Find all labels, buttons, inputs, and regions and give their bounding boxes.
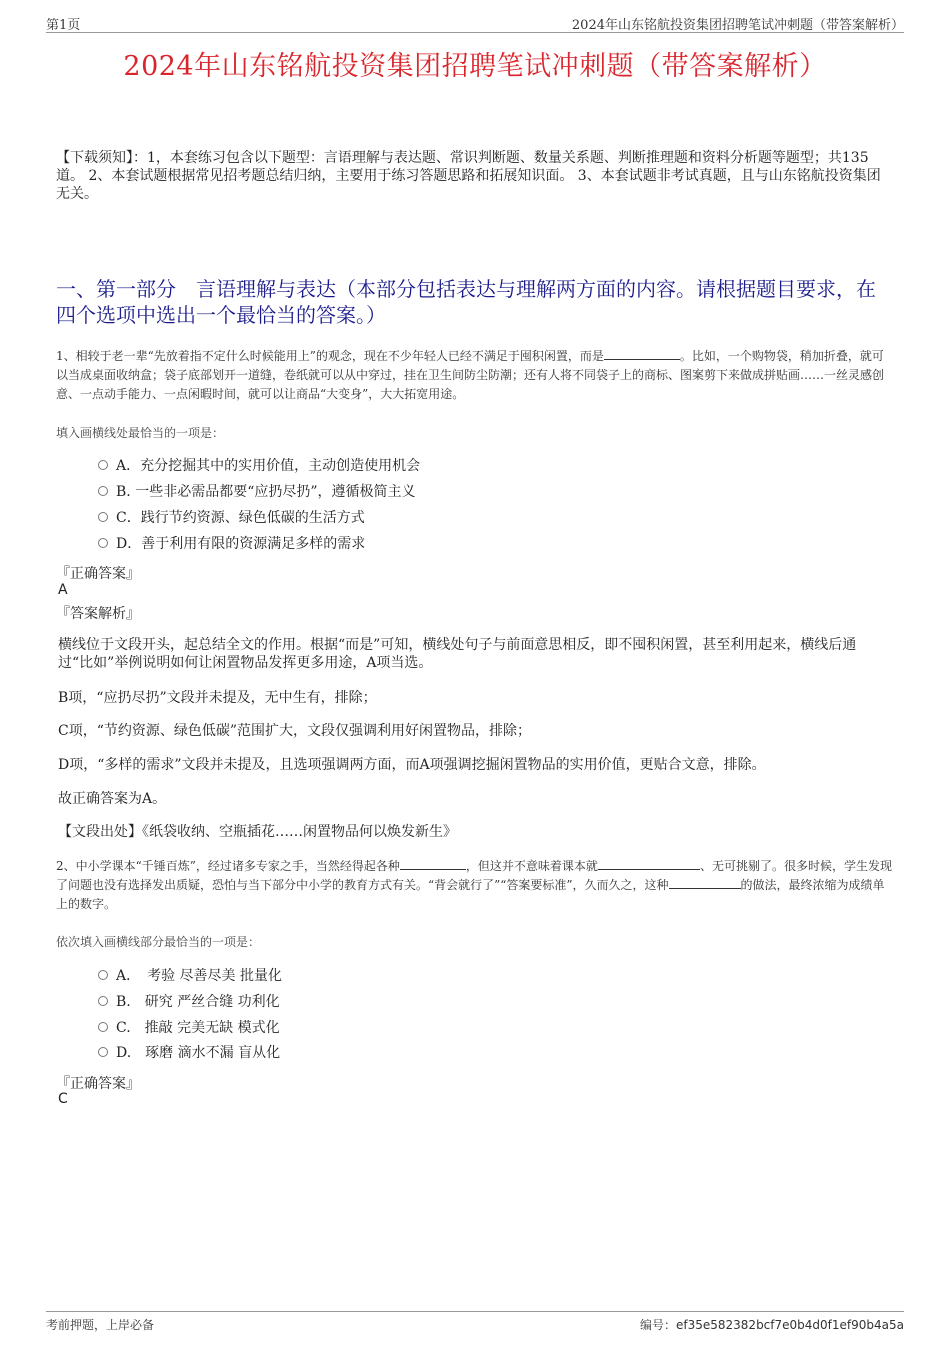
page-number: 第1页	[46, 18, 81, 33]
question-2-prompt: 依次填入画横线部分最恰当的一项是：	[56, 935, 261, 949]
question-1-stem: 1、相较于老一辈“先放着指不定什么时候能用上”的观念，现在不少年轻人已经不满足于囤积闲置，而是 。比如，一个购物袋，稍加折叠，就可以当成桌面收纳盒；袋子底部划开一道缝，卷纸就可以从中穿过，挂在卫生间防尘防潮；还有人将不同袋子上的商标、图案剪下来做成拼贴画……一丝灵感创意、一点动手能力、一点闲暇时间，就可以让商品“大变身”，大大拓宽用途。	[56, 349, 885, 401]
question-1-option-c[interactable]: C．践行节约资源、绿色低碳的生活方式	[98, 508, 365, 528]
question-2-option-c[interactable]: C. 推敲 完美无缺 模式化	[98, 1018, 280, 1038]
footer-slogan: 考前押题，上岸必备	[46, 1318, 155, 1332]
question-2-option-b[interactable]: B. 研究 严丝合缝 功利化	[98, 992, 280, 1012]
fill-blank	[400, 857, 466, 870]
analysis-paragraph: B项，“应扔尽扔”文段并未提及，无中生有，排除；	[58, 690, 377, 706]
fill-blank	[598, 857, 700, 870]
header-doc-title: 2024年山东铭航投资集团招聘笔试冲刺题（带答案解析）	[571, 18, 904, 33]
question-1-answer: A	[58, 582, 68, 598]
analysis-paragraph: C项，“节约资源、绿色低碳”范围扩大，文段仅强调利用好闲置物品，排除；	[58, 723, 532, 739]
question-1-option-b[interactable]: B. 一些非必需品都要“应扔尽扔”，遵循极简主义	[98, 482, 416, 502]
radio-icon[interactable]	[98, 1047, 108, 1057]
page-header	[46, 14, 904, 33]
fill-blank	[604, 347, 680, 360]
section-heading: 一、第一部分 言语理解与表达（本部分包括表达与理解两方面的内容。请根据题目要求，在四个选项中选出一个最恰当的答案。）	[56, 277, 876, 327]
download-notice: 【下载须知】：1，本套练习包含以下题型：言语理解与表达题、常识判断题、数量关系题、判断推理题和资料分析题等题型；共135道。 2、本套试题根据常见招考题总结归纳，主要用于练习答题思路和拓展知识面。 3、本套试题非考试真题，且与山东铭航投资集团无关。	[56, 150, 881, 202]
radio-icon[interactable]	[98, 970, 108, 980]
radio-icon[interactable]	[98, 996, 108, 1006]
question-1-option-d[interactable]: D．善于利用有限的资源满足多样的需求	[98, 534, 365, 554]
answer-label: 『正确答案』	[56, 1076, 140, 1092]
radio-icon[interactable]	[98, 1022, 108, 1032]
page-footer	[46, 1311, 904, 1334]
radio-icon[interactable]	[98, 460, 108, 470]
source-citation: 【文段出处】《纸袋收纳、空瓶插花……闲置物品何以焕发新生》	[58, 824, 457, 840]
page-title: 2024年山东铭航投资集团招聘笔试冲刺题（带答案解析）	[123, 51, 827, 82]
fill-blank	[669, 876, 741, 889]
radio-icon[interactable]	[98, 512, 108, 522]
question-1-prompt: 填入画横线处最恰当的一项是：	[56, 426, 225, 440]
question-1-option-a[interactable]: A．充分挖掘其中的实用价值，主动创造使用机会	[98, 456, 420, 476]
analysis-label: 『答案解析』	[56, 606, 140, 622]
radio-icon[interactable]	[98, 538, 108, 548]
radio-icon[interactable]	[98, 486, 108, 496]
analysis-paragraph: 横线位于文段开头，起总结全文的作用。根据“而是”可知，横线处句子与前面意思相反，即不囤积闲置，甚至利用起来，横线后通过“比如”举例说明如何让闲置物品发挥更多用途，A项当选。	[58, 637, 857, 671]
analysis-paragraph: D项，“多样的需求”文段并未提及，且选项强调两方面，而A项强调挖掘闲置物品的实用价值，更贴合文意，排除。	[58, 757, 766, 773]
footer-code: 编号：ef35e582382bcf7e0b4d0f1ef90b4a5a	[639, 1318, 904, 1332]
question-2-option-d[interactable]: D. 琢磨 滴水不漏 盲从化	[98, 1043, 280, 1063]
analysis-conclusion: 故正确答案为A。	[58, 791, 167, 807]
question-2-option-a[interactable]: A． 考验 尽善尽美 批量化	[98, 966, 282, 986]
question-2-stem: 2、中小学课本“千锤百炼”，经过诸多专家之手，当然经得起各种 ，但这并不意味着课本就 、无可挑剔了。很多时候，学生发现了问题也没有选择发出质疑，恐怕与当下部分中小学的教育方式有关。“背会就行了”“答案要标准”，久而久之，这种 的做法，最终浓缩为成绩单上的数字。	[56, 859, 892, 911]
answer-label: 『正确答案』	[56, 566, 140, 582]
question-2-answer: C	[58, 1091, 68, 1107]
